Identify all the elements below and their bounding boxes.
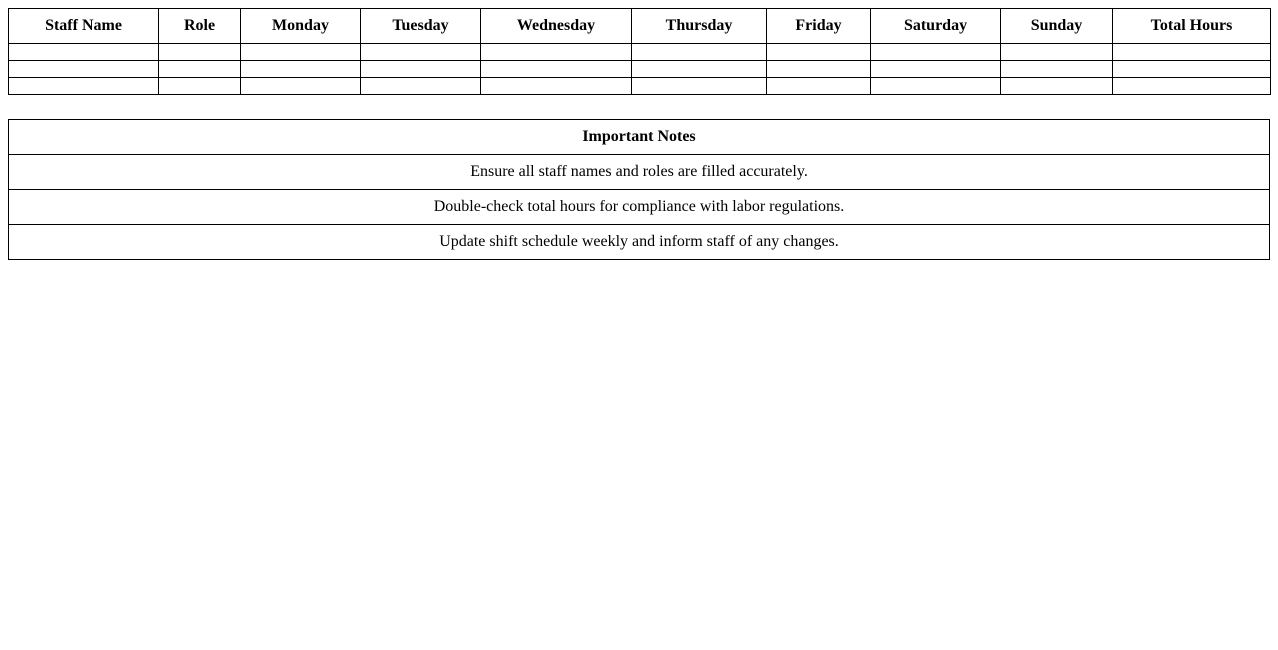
table-cell[interactable] (767, 44, 871, 61)
header-staff-name: Staff Name (9, 9, 159, 44)
note-text: Ensure all staff names and roles are filled accurately. (9, 155, 1270, 190)
table-cell[interactable] (9, 44, 159, 61)
note-text: Update shift schedule weekly and inform staff of any changes. (9, 225, 1270, 260)
list-item (9, 190, 1270, 225)
notes-title: Important Notes (9, 120, 1270, 155)
table-cell[interactable] (241, 78, 361, 95)
important-notes-table (8, 119, 1270, 260)
table-cell[interactable] (871, 78, 1001, 95)
header-wednesday: Wednesday (481, 9, 632, 44)
list-item (9, 155, 1270, 190)
notes-header-row (9, 120, 1270, 155)
table-cell[interactable] (767, 78, 871, 95)
table-cell[interactable] (9, 61, 159, 78)
table-cell[interactable] (1113, 44, 1271, 61)
table-cell[interactable] (1001, 44, 1113, 61)
header-tuesday: Tuesday (361, 9, 481, 44)
table-cell[interactable] (1001, 78, 1113, 95)
table-cell[interactable] (361, 61, 481, 78)
table-cell[interactable] (9, 78, 159, 95)
header-thursday: Thursday (632, 9, 767, 44)
table-row (9, 61, 1271, 78)
header-friday: Friday (767, 9, 871, 44)
table-cell[interactable] (481, 78, 632, 95)
table-cell[interactable] (241, 61, 361, 78)
table-cell[interactable] (871, 61, 1001, 78)
table-cell[interactable] (1113, 61, 1271, 78)
table-cell[interactable] (1113, 78, 1271, 95)
table-cell[interactable] (481, 61, 632, 78)
table-cell[interactable] (361, 78, 481, 95)
list-item (9, 225, 1270, 260)
shift-schedule-table (8, 8, 1271, 95)
header-sunday: Sunday (1001, 9, 1113, 44)
table-cell[interactable] (481, 44, 632, 61)
table-cell[interactable] (632, 78, 767, 95)
table-cell[interactable] (632, 61, 767, 78)
note-text: Double-check total hours for compliance with labor regulations. (9, 190, 1270, 225)
header-monday: Monday (241, 9, 361, 44)
table-header-row (9, 9, 1271, 44)
table-cell[interactable] (159, 78, 241, 95)
table-cell[interactable] (767, 61, 871, 78)
table-cell[interactable] (361, 44, 481, 61)
table-cell[interactable] (159, 61, 241, 78)
table-cell[interactable] (871, 44, 1001, 61)
table-cell[interactable] (159, 44, 241, 61)
header-role: Role (159, 9, 241, 44)
table-cell[interactable] (632, 44, 767, 61)
table-cell[interactable] (1001, 61, 1113, 78)
table-cell[interactable] (241, 44, 361, 61)
header-total-hours: Total Hours (1113, 9, 1271, 44)
table-row (9, 78, 1271, 95)
table-row (9, 44, 1271, 61)
header-saturday: Saturday (871, 9, 1001, 44)
